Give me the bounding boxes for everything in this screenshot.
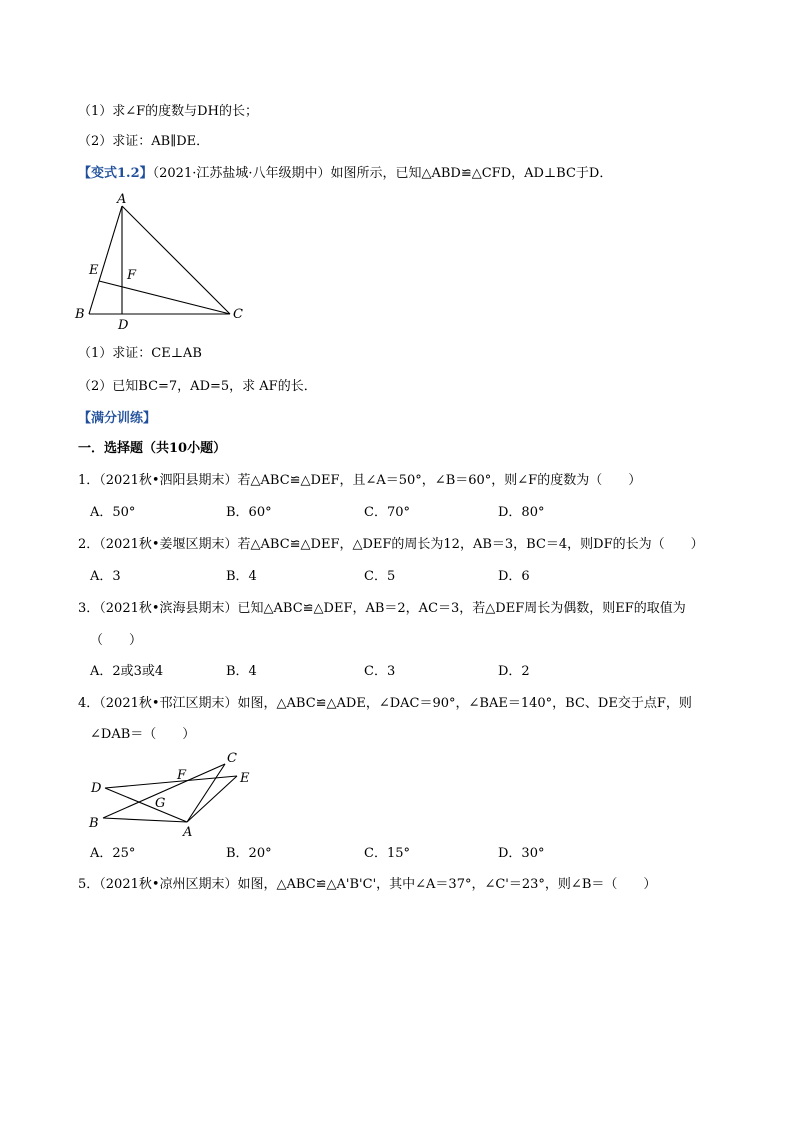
- question-4-option-d: D．30°: [498, 846, 545, 861]
- label-c: C: [227, 751, 237, 766]
- label-e: E: [240, 771, 250, 786]
- segment-da: [105, 788, 187, 822]
- question-1-option-a: A．50°: [90, 505, 136, 520]
- question-1-option-c: C．70°: [364, 505, 410, 520]
- question-4-option-c: C．15°: [364, 846, 410, 861]
- variant-tag: 【变式1.2】: [78, 166, 153, 181]
- variant-text: （2021·江苏盐城·八年级期中）如图所示，已知△ABD≌△CFD，AD⊥BC于D．: [152, 166, 613, 181]
- label-g: G: [155, 796, 166, 811]
- question-2-option-a: A．3: [90, 569, 121, 584]
- question-2-stem: 2．（2021秋•姜堰区期末）若△ABC≌△DEF，△DEF的周长为12，AB＝3，BC＝4，则DF的长为（ ）: [78, 537, 704, 552]
- question-4-option-a: A．25°: [90, 846, 136, 861]
- triangle-figure-1: [70, 193, 260, 333]
- triangle-figure-2: [85, 748, 275, 838]
- question-2-option-c: C．5: [364, 569, 396, 584]
- variant-heading: [78, 165, 612, 183]
- question-3-stem-cont: （ ）: [90, 633, 143, 648]
- label-a: A: [117, 193, 127, 207]
- label-d: D: [91, 781, 102, 796]
- question-2-option-d: D．6: [498, 569, 530, 584]
- question-4-stem: 4．（2021秋•邗江区期末）如图，△ABC≌△ADE，∠DAC＝90°，∠BAE＝140°，BC、DE交于点F，则: [78, 696, 692, 711]
- section-title: 【满分训练】: [78, 411, 157, 426]
- question-3-option-c: C．3: [364, 664, 396, 679]
- question-2-option-b: B．4: [226, 569, 257, 584]
- label-f: F: [127, 268, 137, 283]
- question-1-option-b: B．60°: [226, 505, 272, 520]
- label-f: F: [177, 768, 187, 783]
- label-b: B: [75, 307, 85, 322]
- question-1-option-d: D．80°: [498, 505, 545, 520]
- segment-ba: [103, 818, 187, 822]
- label-e: E: [89, 263, 99, 278]
- question-1-stem: 1．（2021秋•泗阳县期末）若△ABC≌△DEF，且∠A＝50°，∠B＝60°，则∠F的度数为（ ）: [78, 473, 642, 488]
- question-3-option-d: D．2: [498, 664, 530, 679]
- question-4-option-b: B．20°: [226, 846, 272, 861]
- segment-ac: [122, 206, 230, 314]
- label-b: B: [89, 816, 99, 831]
- question-3-option-b: B．4: [226, 664, 257, 679]
- segment-ce: [99, 281, 230, 314]
- label-d: D: [118, 318, 129, 333]
- part-question-1: （1）求∠F的度数与DH的长；: [78, 104, 258, 119]
- segment-ab: [89, 206, 122, 314]
- label-a: A: [183, 825, 193, 838]
- question-5-stem: 5．（2021秋•凉州区期末）如图，△ABC≌△A'B'C'，其中∠A＝37°，∠C'＝23°，则∠B＝（ ）: [78, 877, 657, 892]
- question-4-stem-cont: ∠DAB＝（ ）: [90, 727, 196, 742]
- part-question-2: （2）求证：AB∥DE．: [78, 134, 210, 149]
- question-3-stem: 3．（2021秋•滨海县期末）已知△ABC≌△DEF，AB＝2，AC＝3，若△DEF周长为偶数，则EF的取值为: [78, 601, 686, 616]
- label-c: C: [233, 307, 243, 322]
- variant-question-1: （1）求证：CE⊥AB: [78, 346, 202, 361]
- section-subtitle: 一．选择题（共10小题）: [78, 441, 227, 456]
- question-3-option-a: A．2或3或4: [90, 664, 164, 679]
- segment-de: [105, 776, 237, 788]
- variant-question-2: （2）已知BC=7，AD=5，求 AF的长．: [78, 379, 317, 394]
